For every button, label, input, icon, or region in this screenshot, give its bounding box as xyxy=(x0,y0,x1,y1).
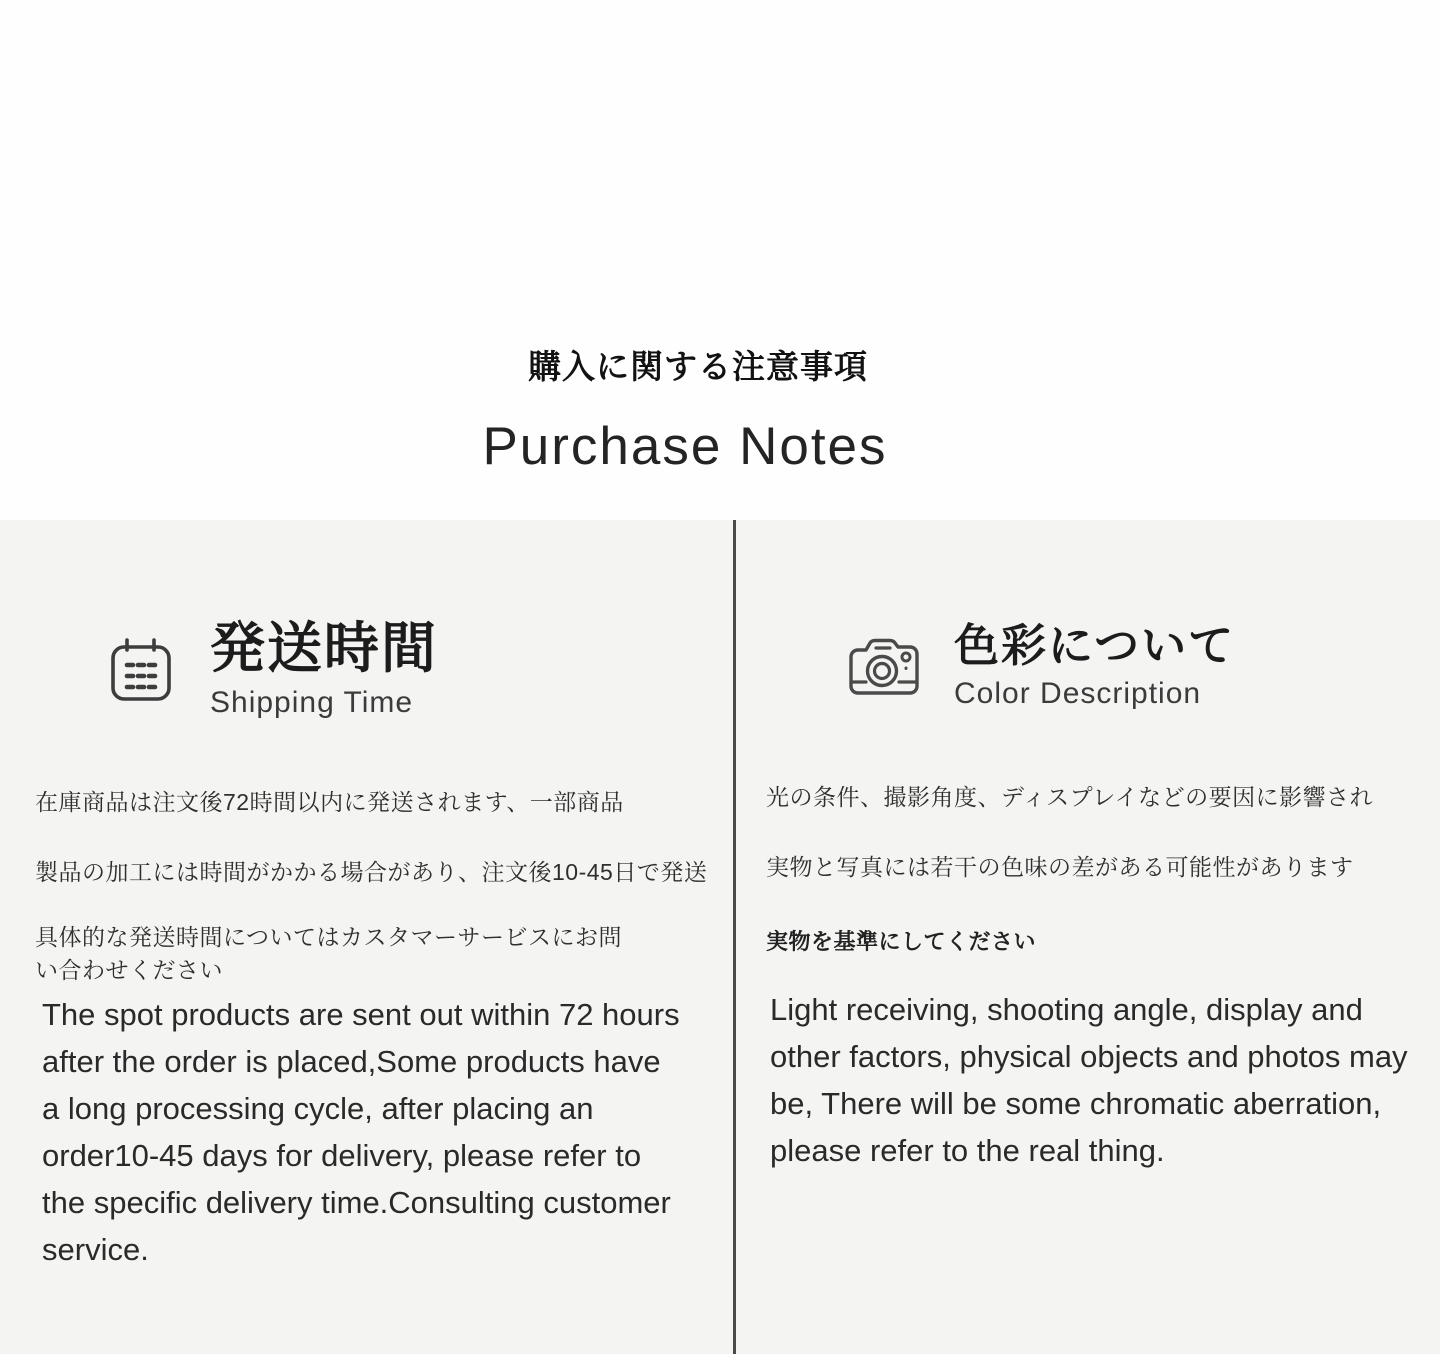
camera-icon xyxy=(846,635,922,699)
color-jp-paragraph-1: 光の条件、撮影角度、ディスプレイなどの要因に影響され xyxy=(766,784,1374,810)
color-description-section xyxy=(736,520,1440,1354)
color-description-titles xyxy=(954,622,1235,711)
color-jp-paragraph-2: 実物と写真には若干の色味の差がある可能性があります xyxy=(766,854,1354,880)
color-en-paragraph: Light receiving, shooting angle, display and other factors, physical objects and photos may be, There will be some chromatic aberration, please refer to the real thing. xyxy=(770,992,1408,1168)
shipping-jp-paragraph-2: 製品の加工には時間がかかる場合があり、注文後10-45日で発送 xyxy=(35,859,708,885)
color-description-title-jp: 色彩について xyxy=(954,620,1236,671)
shipping-jp-paragraph-3: 具体的な発送時間についてはカスタマーサービスにお問い合わせください xyxy=(35,924,623,984)
shipping-time-header xyxy=(106,617,439,720)
shipping-time-title-en: Shipping Time xyxy=(210,685,414,719)
shipping-jp-paragraph-1: 在庫商品は注文後72時間以内に発送されます、一部商品 xyxy=(35,789,624,815)
color-description-header xyxy=(846,622,1235,711)
shipping-time-title-jp: 発送時間 xyxy=(210,617,439,679)
color-jp-note-bold: 実物を基準にしてください xyxy=(766,929,1037,954)
calendar-icon xyxy=(106,634,176,706)
page-heading-jp: 購入に関する注意事項 xyxy=(528,348,868,385)
shipping-time-titles xyxy=(210,617,439,720)
shipping-time-section xyxy=(0,520,733,1354)
page-heading-en: Purchase Notes xyxy=(482,417,888,476)
color-description-title-en: Color Description xyxy=(954,677,1202,711)
shipping-en-paragraph: The spot products are sent out within 72 hours after the order is placed,Some products have a long processing cycle, after placing an order10-45 days for delivery, please refer to the specific delivery time.Consulting customer service. xyxy=(42,997,680,1267)
